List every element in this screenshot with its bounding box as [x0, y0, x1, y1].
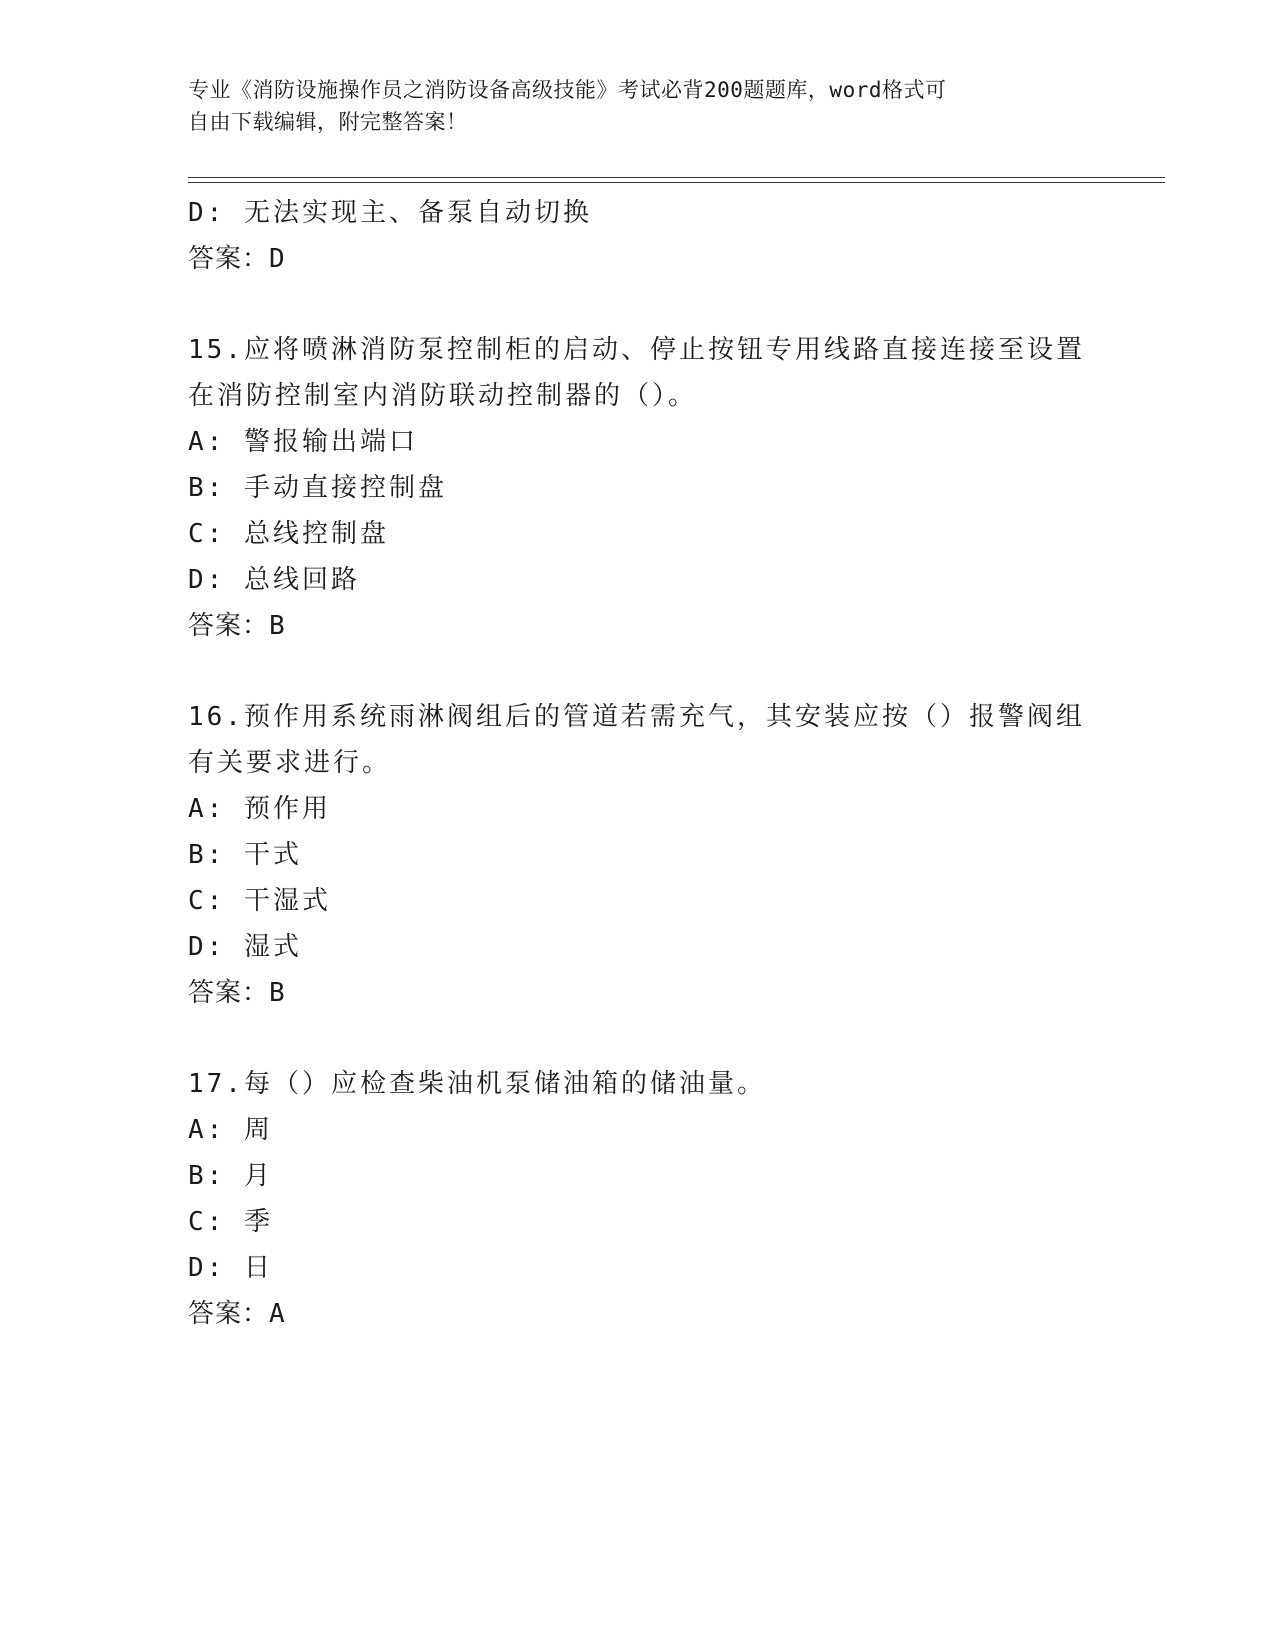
header-title-line-2: 自由下载编辑，附完整答案！ — [188, 110, 468, 134]
question-16 — [188, 694, 1088, 1016]
option-a: A: 预作用 — [188, 794, 331, 824]
answer-line: 答案：B — [188, 978, 286, 1008]
question-stem-line-1: 17.每（）应检查柴油机泵储油箱的储油量。 — [188, 1069, 766, 1099]
option-c: C: 干湿式 — [188, 886, 331, 916]
option-c: C: 总线控制盘 — [188, 519, 389, 549]
option-b: B: 干式 — [188, 840, 302, 870]
option-d: D: 总线回路 — [188, 565, 360, 595]
option-a: A: 周 — [188, 1115, 273, 1145]
option-d: D: 湿式 — [188, 932, 302, 962]
question-stem-line-1: 15.应将喷淋消防泵控制柜的启动、停止按钮专用线路直接连接至设置 — [188, 335, 1085, 365]
option-b: B: 手动直接控制盘 — [188, 473, 447, 503]
document-header — [188, 74, 1068, 138]
answer-line: 答案：B — [188, 611, 286, 641]
option-a: A: 警报输出端口 — [188, 427, 418, 457]
option-d: D: 日 — [188, 1253, 273, 1283]
spacer — [188, 282, 1088, 327]
spacer — [188, 649, 1088, 694]
previous-question-tail — [188, 190, 1088, 282]
spacer — [188, 1016, 1088, 1061]
option-b: B: 月 — [188, 1161, 273, 1191]
question-stem-line-2: 有关要求进行。 — [188, 748, 392, 778]
question-15 — [188, 327, 1088, 649]
header-divider-bottom — [188, 182, 1165, 183]
option-d: D: 无法实现主、备泵自动切换 — [188, 198, 592, 228]
question-stem-line-1: 16.预作用系统雨淋阀组后的管道若需充气，其安装应按（）报警阀组 — [188, 702, 1085, 732]
question-stem-line-2: 在消防控制室内消防联动控制器的（）。 — [188, 381, 698, 411]
option-c: C: 季 — [188, 1207, 273, 1237]
question-content — [188, 190, 1088, 1337]
header-divider-top — [188, 177, 1165, 178]
header-title-line-1: 专业《消防设施操作员之消防设备高级技能》考试必背200题题库，word格式可 — [188, 78, 947, 102]
answer-line: 答案：D — [188, 244, 286, 274]
answer-line: 答案：A — [188, 1299, 286, 1329]
question-17 — [188, 1061, 1088, 1337]
